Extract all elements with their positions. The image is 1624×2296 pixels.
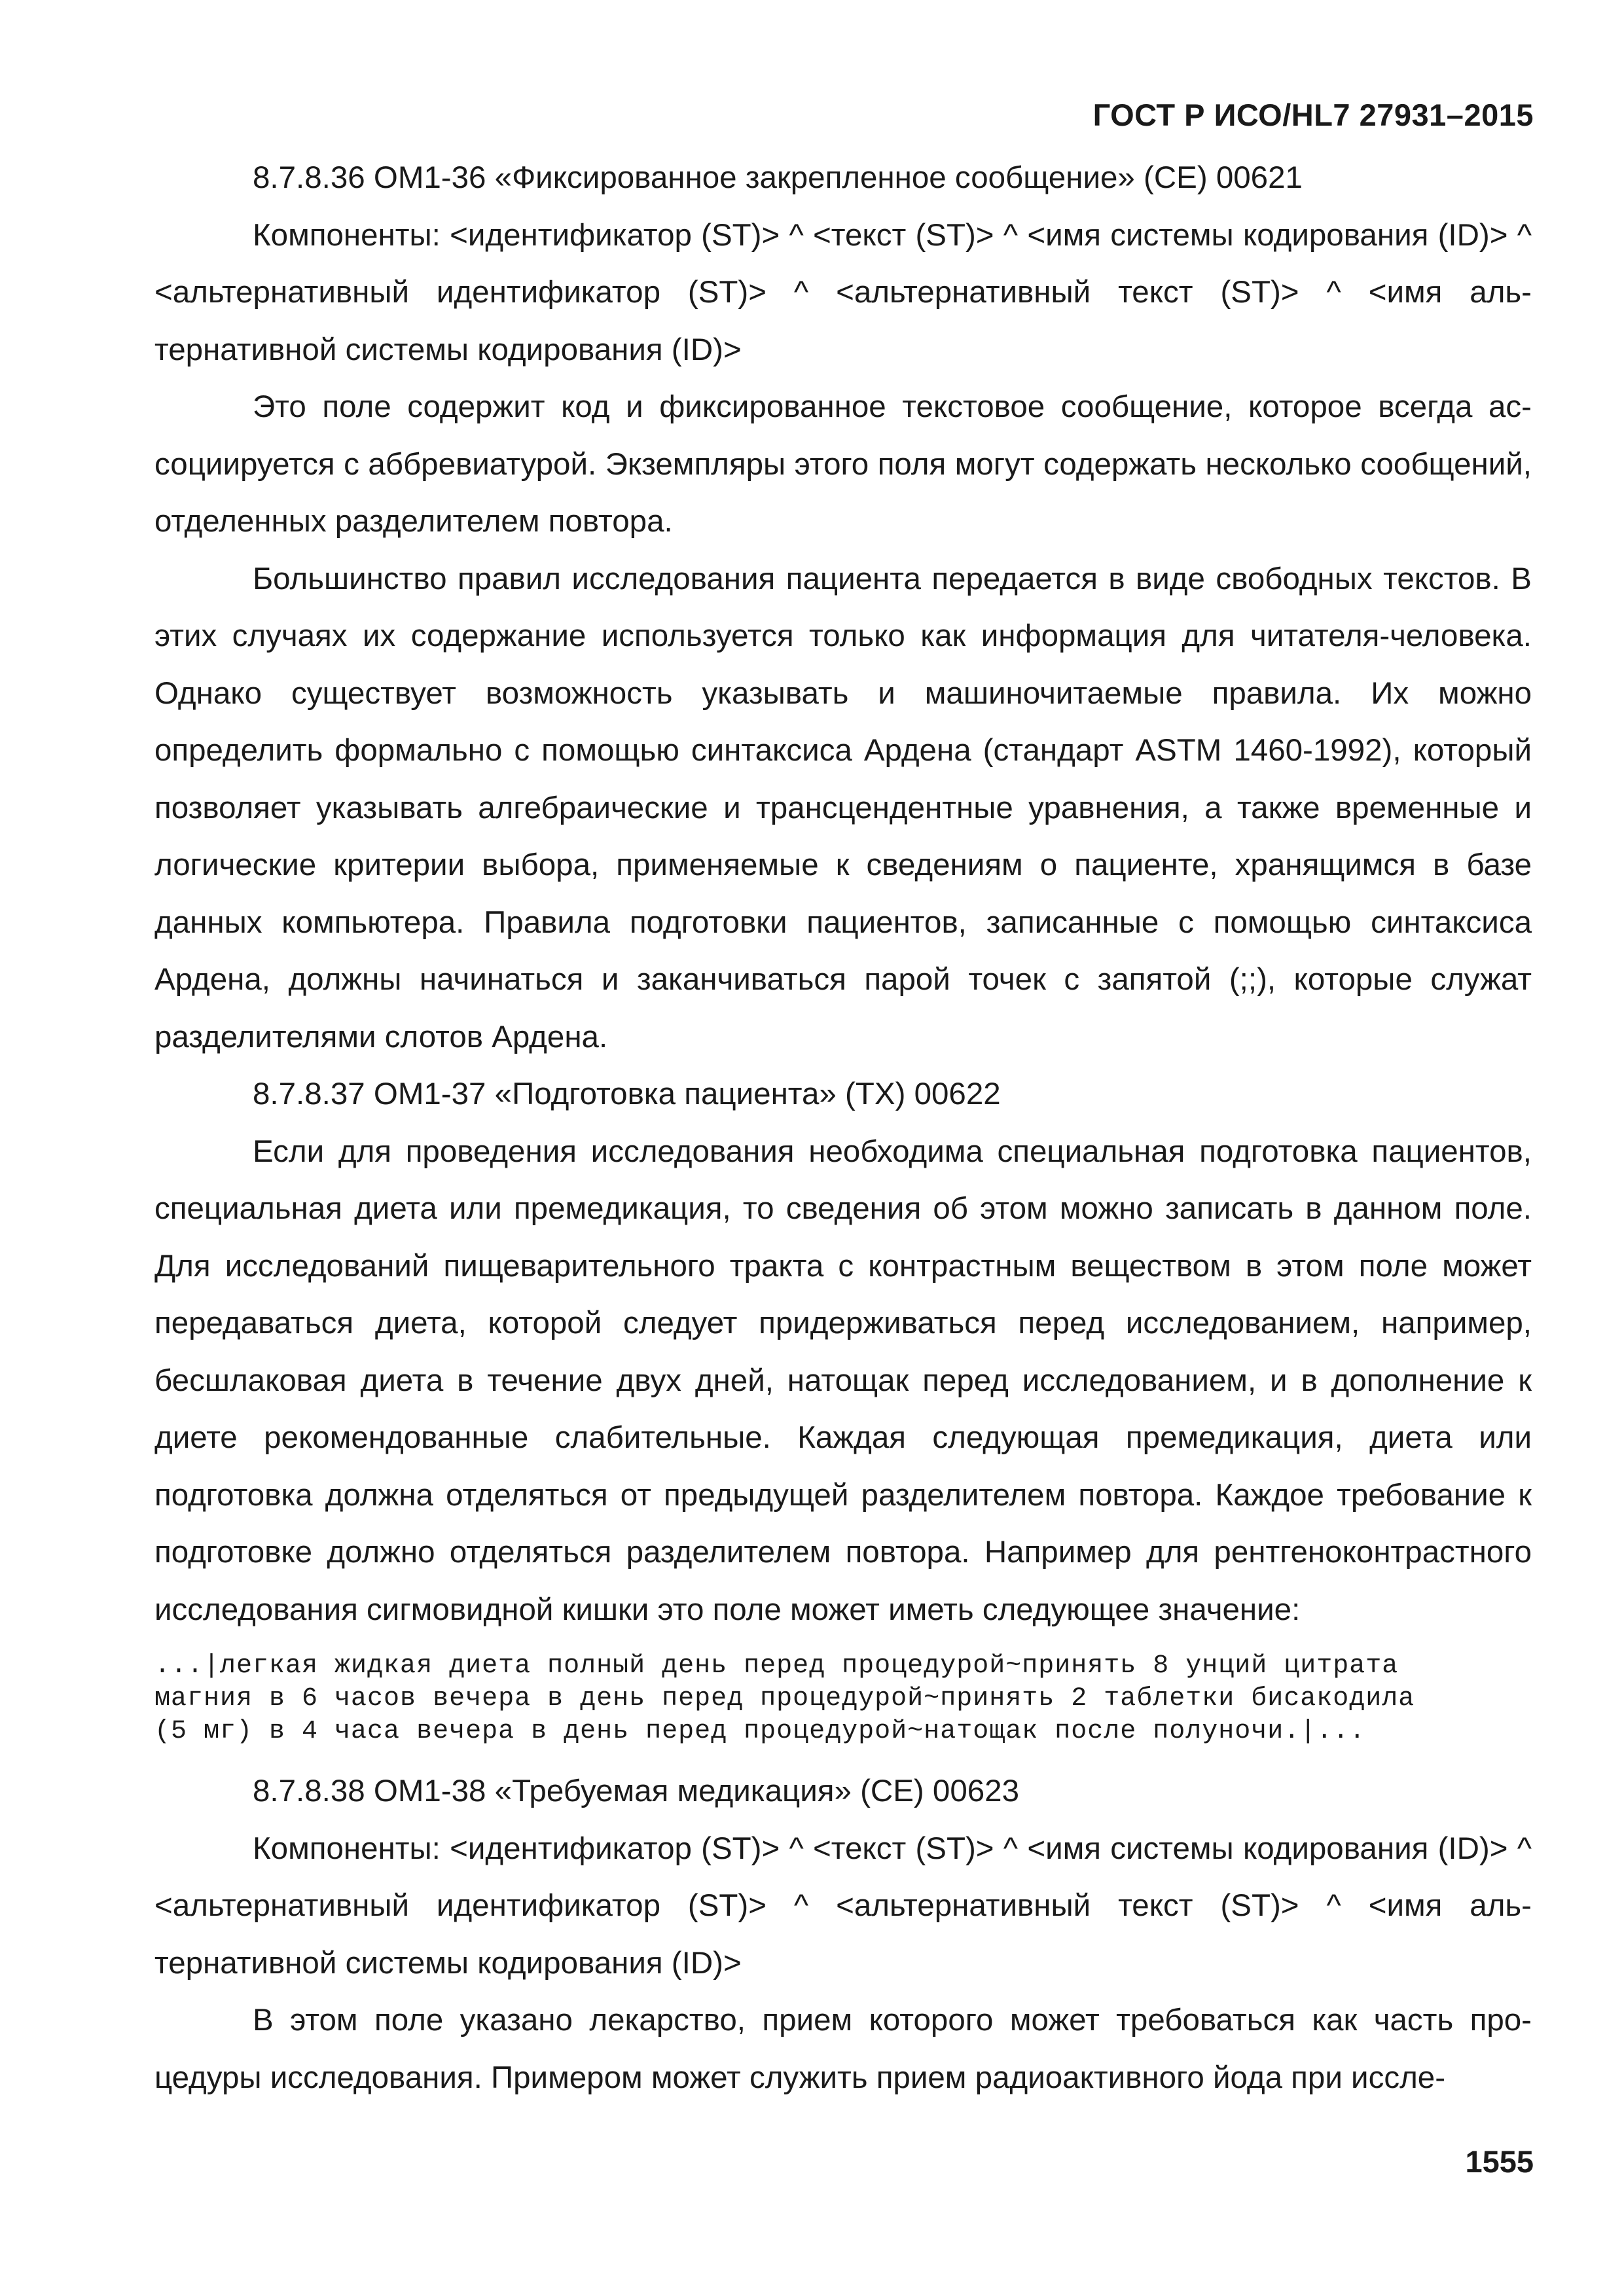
body-text [154,149,1532,2106]
components-paragraph-36: Компоненты: <идентификатор (ST)> ^ <текст (ST)> ^ <имя системы кодирования (ID)> ^ <альтернативный идентификатор (ST)> ^ <альтернативный текст (ST)> ^ <имя альтернативной системы кодирования (ID)> [154,217,1532,367]
paragraph-38-1: В этом поле указано лекарство, прием которого может требоваться как часть процедуры исследования. Примером может служить прием радиоактивного йода при иссле- [154,2003,1532,2095]
page-number: 1555 [1465,2144,1534,2179]
section-heading-37: 8.7.8.37 ОМ1-37 «Подготовка пациента» (ТХ) 00622 [253,1077,1001,1111]
section-heading-38: 8.7.8.38 ОМ1-38 «Требуемая медикация» (СЕ) 00623 [253,1774,1020,1808]
paragraph-36-1: Это поле содержит код и фиксированное текстовое сообщение, которое всегда ассоциируется с аббревиатурой. Экземпляры этого поля могут содержать несколько сообщений, отделенных разделителем повтора. [154,389,1532,539]
section-heading-36: 8.7.8.36 ОМ1-36 «Фиксированное закрепленное сообщение» (СЕ) 00621 [253,160,1303,195]
components-paragraph-38: Компоненты: <идентификатор (ST)> ^ <текст (ST)> ^ <имя системы кодирования (ID)> ^ <альтернативный идентификатор (ST)> ^ <альтернативный текст (ST)> ^ <имя альтернативной системы кодирования (ID)> [154,1831,1532,1981]
paragraph-36-2: Большинство правил исследования пациента передается в виде свободных текстов. В этих случаях их содержание используется только как информация для читателя-человека. Однако существует возможность указывать и машиночитаемые правила. Их можно определить формально с помощью синтаксиса Ардена (стандарт ASTM 1460-1992), который позволяет указывать алгебраические и трансцендентные уравнения, а также временные и логические критерии выбора, применяемые к сведениям о пациенте, хранящимся в базе данных компьютера. Правила подготовки пациентов, записанные с помощью синтаксиса Ардена, должны начинаться и заканчиваться парой точек с запятой (;;), которые служат разделителями слотов Ардена. [154,561,1532,1054]
paragraph-37-1: Если для проведения исследования необходима специальная подготовка пациентов, специальная диета или премедикация, то сведения об этом можно записать в данном поле. Для исследований пищеварительного тракта с контрастным веществом в этом поле может передаваться диета, которой следует придерживаться перед исследованием, например, бесшлаковая диета в течение двух дней, натощак перед исследованием, и в дополнение к диете рекомендованные слабительные. Каждая следующая премедикация, диета или подготовка должна отделяться от предыдущей разделителем повтора. Каждое требование к подготовке должно отделяться разделителем повтора. Например для рентгеноконтрастного исследования сигмовидной кишки это поле может иметь следующее значение: [154,1134,1532,1627]
example-code-block: ...|легкая жидкая диета полный день перед процедурой~принять 8 унций цитрата магния в 6 часов вечера в день перед процедурой~принять 2 таблетки бисакодила (5 мг) в 4 часа вечера в день перед процедурой~натощак после полуночи.|... [154,1651,1415,1746]
standard-header: ГОСТ Р ИСО/HL7 27931–2015 [1092,98,1534,132]
